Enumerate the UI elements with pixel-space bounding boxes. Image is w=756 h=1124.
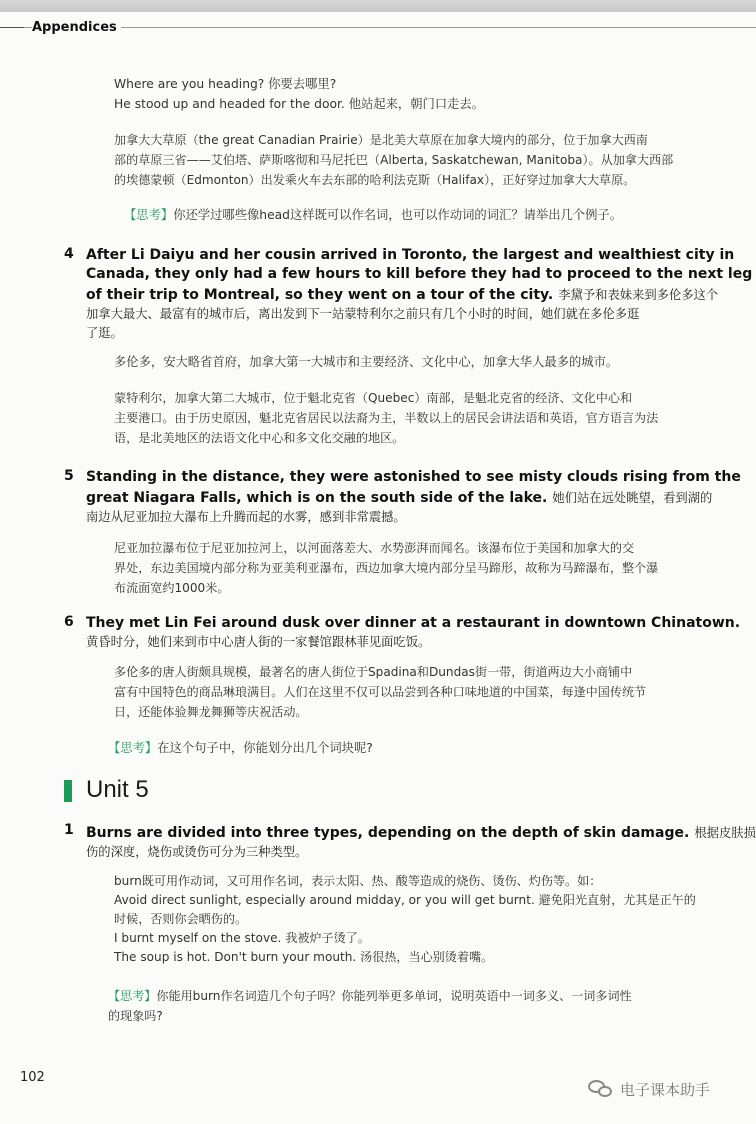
think-text: 你还学过哪些像head这样既可以作名词，也可以作动词的词汇？请举出几个例子。 [173, 208, 622, 222]
sentence-item-6 [86, 614, 741, 652]
unit-heading-bar [64, 780, 72, 802]
item-number: 6 [64, 614, 74, 630]
think-prompt [124, 205, 622, 225]
english-sentence: After Li Daiyu and her cousin arrived in Toronto, the largest and wealthiest city in [86, 247, 735, 263]
toronto-note [114, 352, 618, 372]
note-line: 加拿大大草原（the great Canadian Prairie）是北美大草原在加拿大境内的部分，位于加拿大西南 [114, 133, 648, 147]
page-number: 102 [20, 1070, 45, 1085]
think-tag: 【思考】 [124, 208, 174, 222]
example-sentence: He stood up and headed for the door. 他站起来，朝门口走去。 [114, 97, 485, 111]
english-sentence: Canada, they only had a few hours to kill before they had to proceed to the next leg [86, 266, 753, 282]
english-sentence: They met Lin Fei around dusk over dinner at a restaurant in downtown Chinatown. [86, 615, 741, 631]
note-line: 语，是北美地区的法语文化中心和多文化交融的地区。 [114, 431, 405, 445]
note-line: 多伦多的唐人街颇具规模，最著名的唐人街位于Spadina和Dundas街一带，街道两边大小商铺中 [114, 665, 633, 679]
item-number: 5 [64, 468, 74, 484]
note-line: 尼亚加拉瀑布位于尼亚加拉河上，以河面落差大、水势澎湃而闻名。该瀑布位于美国和加拿大的交 [114, 541, 635, 555]
think-tag: 【思考】 [108, 989, 157, 1003]
note-line: 日，还能体验舞龙舞狮等庆祝活动。 [114, 705, 308, 719]
chat-bubbles-icon [588, 1078, 614, 1100]
english-sentence: Standing in the distance, they were astonished to see misty clouds rising from the [86, 469, 741, 485]
burn-note [114, 872, 696, 967]
sentence-item-unit5-1 [86, 822, 756, 862]
note-line: 主要港口。由于历史原因，魁北克省居民以法裔为主，半数以上的居民会讲法语和英语，官方语言为法 [114, 411, 659, 425]
chinatown-note [114, 662, 646, 722]
chinese-translation: 伤的深度，烧伤或烫伤可分为三种类型。 [86, 845, 308, 859]
english-sentence: Burns are divided into three types, depending on the depth of skin damage. [86, 825, 690, 841]
niagara-note [114, 538, 658, 598]
think-prompt [108, 738, 373, 758]
note-line: The soup is hot. Don't burn your mouth. 汤很热，当心别烫着嘴。 [114, 950, 494, 964]
think-prompt [108, 986, 632, 1026]
think-text: 的现象吗? [108, 1009, 163, 1023]
watermark-text: 电子课本助手 [620, 1080, 711, 1099]
running-header: Appendices [32, 20, 121, 35]
note-line: 的埃德蒙顿（Edmonton）出发乘火车去东部的哈利法克斯（Halifax），正好穿过加拿大大草原。 [114, 173, 636, 187]
think-text: 在这个句子中，你能划分出几个词块呢? [157, 741, 373, 755]
note-line: 部的草原三省——艾伯塔、萨斯喀彻和马尼托巴（Alberta, Saskatchewan, Manitoba）。从加拿大西部 [114, 153, 674, 167]
chinese-translation: 根据皮肤损 [694, 826, 756, 840]
sentence-item-5 [86, 468, 741, 527]
head-examples [114, 74, 484, 114]
watermark [588, 1078, 710, 1100]
think-tag: 【思考】 [108, 741, 158, 755]
sentence-item-4 [86, 246, 753, 343]
montreal-note [114, 388, 658, 448]
chinese-translation: 李黛予和表妹来到多伦多这个 [558, 288, 719, 302]
prairie-note [114, 130, 673, 190]
header-rule-accent [0, 27, 24, 28]
chinese-translation: 了逛。 [86, 326, 123, 340]
unit-heading: Unit 5 [86, 776, 149, 803]
chinese-translation: 黄昏时分，她们来到市中心唐人街的一家餐馆跟林菲见面吃饭。 [86, 635, 431, 649]
chinese-translation: 她们站在远处眺望，看到湖的 [552, 491, 713, 505]
note-line: 布流面宽约1000米。 [114, 581, 230, 595]
note-line: 富有中国特色的商品琳琅满目。人们在这里不仅可以品尝到各种口味地道的中国菜，每逢中国传统节 [114, 685, 647, 699]
note-line: 多伦多，安大略省首府，加拿大第一大城市和主要经济、文化中心，加拿大华人最多的城市。 [114, 355, 619, 369]
english-sentence: of their trip to Montreal, so they went on a tour of the city. [86, 287, 554, 303]
think-text: 你能用burn作名词造几个句子吗？你能列举更多单词，说明英语中一词多义、一词多词性 [156, 989, 632, 1003]
chinese-translation: 南边从尼亚加拉大瀑布上升腾而起的水雾，感到非常震撼。 [86, 510, 406, 524]
note-line: 界处，东边美国境内部分称为亚美利亚瀑布，西边加拿大境内部分呈马蹄形，故称为马蹄瀑布，整个瀑 [114, 561, 659, 575]
chinese-translation: 加拿大最大、最富有的城市后，离出发到下一站蒙特利尔之前只有几个小时的时间，她们就在多伦多逛 [86, 307, 640, 321]
note-line: 时候，否则你会晒伤的。 [114, 912, 248, 926]
note-line: Avoid direct sunlight, especially around midday, or you will get burnt. 避免阳光直射，尤其是正午的 [114, 893, 696, 907]
item-number: 4 [64, 246, 74, 262]
example-sentence: Where are you heading? 你要去哪里? [114, 77, 337, 91]
top-edge-band [0, 0, 756, 12]
note-line: I burnt myself on the stove. 我被炉子烫了。 [114, 931, 370, 945]
note-line: burn既可用作动词，又可用作名词，表示太阳、热、酸等造成的烧伤、烫伤、灼伤等。如： [114, 874, 602, 888]
note-line: 蒙特利尔，加拿大第二大城市，位于魁北克省（Quebec）南部，是魁北克省的经济、文化中心和 [114, 391, 633, 405]
english-sentence: great Niagara Falls, which is on the south side of the lake. [86, 490, 548, 506]
item-number: 1 [64, 822, 74, 838]
